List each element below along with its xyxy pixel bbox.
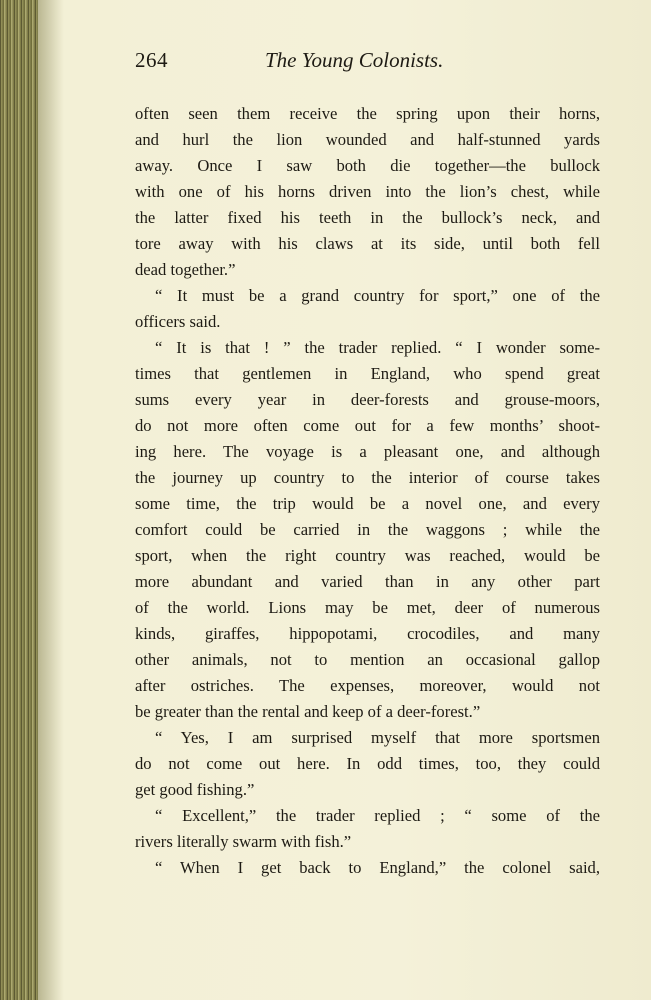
text-line: officers said. bbox=[135, 312, 221, 331]
text-line: sums every year in deer-forests and grouse-moors, bbox=[135, 390, 600, 409]
text-line: be greater than the rental and keep of a deer-forest.” bbox=[135, 702, 481, 721]
text-line: ing here. The voyage is a pleasant one, and although bbox=[135, 442, 600, 461]
text-line: “ Yes, I am surprised myself that more sportsmen bbox=[155, 728, 600, 747]
text-line: times that gentlemen in England, who spend great bbox=[135, 364, 600, 383]
text-line: with one of his horns driven into the lion’s chest, while bbox=[135, 182, 600, 201]
text-line: away. Once I saw both die together—the bullock bbox=[135, 156, 600, 175]
text-line: some time, the trip would be a novel one, and every bbox=[135, 494, 600, 513]
book-binding-edge bbox=[0, 0, 38, 1000]
text-line: the latter fixed his teeth in the bullock’s neck, and bbox=[135, 208, 600, 227]
text-line: other animals, not to mention an occasional gallop bbox=[135, 650, 600, 669]
text-line: “ Excellent,” the trader replied ; “ some of the bbox=[155, 806, 600, 825]
text-line: more abundant and varied than in any other part bbox=[135, 572, 600, 591]
text-line: “ It must be a grand country for sport,” one of the bbox=[155, 286, 600, 305]
text-line: kinds, giraffes, hippopotami, crocodiles, and many bbox=[135, 624, 600, 643]
text-line: after ostriches. The expenses, moreover, would not bbox=[135, 676, 600, 695]
text-line: comfort could be carried in the waggons ; while the bbox=[135, 520, 600, 539]
running-title: The Young Colonists. bbox=[265, 48, 444, 72]
text-line: rivers literally swarm with fish.” bbox=[135, 832, 352, 851]
text-line: often seen them receive the spring upon their horns, bbox=[135, 104, 600, 123]
text-line: get good fishing.” bbox=[135, 780, 255, 799]
text-line: do not more often come out for a few months’ shoot- bbox=[135, 416, 600, 435]
gutter-shadow bbox=[38, 0, 64, 1000]
page-number: 264 bbox=[135, 48, 168, 72]
body-text bbox=[135, 101, 600, 881]
text-line: “ It is that ! ” the trader replied. “ I wonder some- bbox=[155, 338, 600, 357]
text-line: sport, when the right country was reached, would be bbox=[135, 546, 600, 565]
text-line: “ When I get back to England,” the colonel said, bbox=[155, 858, 600, 877]
text-line: of the world. Lions may be met, deer of numerous bbox=[135, 598, 600, 617]
text-line: tore away with his claws at its side, until both fell bbox=[135, 234, 600, 253]
text-line: the journey up country to the interior of course takes bbox=[135, 468, 600, 487]
text-line: dead together.” bbox=[135, 260, 236, 279]
text-line: and hurl the lion wounded and half-stunned yards bbox=[135, 130, 600, 149]
text-line: do not come out here. In odd times, too, they could bbox=[135, 754, 600, 773]
page-header bbox=[135, 48, 605, 78]
